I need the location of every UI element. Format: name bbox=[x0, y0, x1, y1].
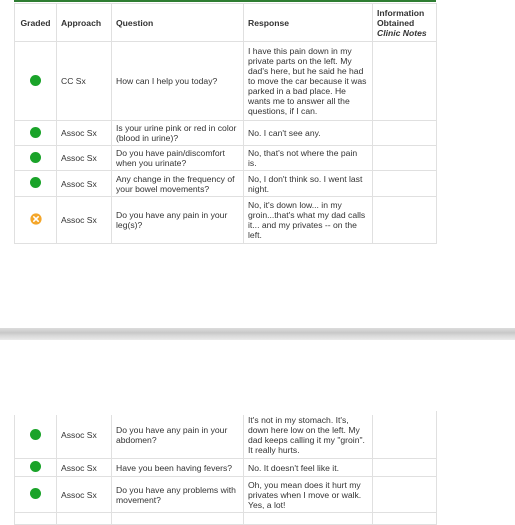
question-cell: Any change in the frequency of your bowel movements? bbox=[112, 171, 244, 197]
interview-table bbox=[14, 3, 437, 244]
table-row bbox=[15, 197, 437, 244]
table-header-row bbox=[15, 4, 437, 42]
correct-icon bbox=[30, 461, 41, 472]
table-row bbox=[15, 146, 437, 171]
approach-cell: Assoc Sx bbox=[57, 477, 112, 513]
correct-icon bbox=[30, 429, 41, 440]
table-row bbox=[15, 121, 437, 146]
table-row bbox=[15, 171, 437, 197]
response-cell: No. I can't see any. bbox=[244, 121, 373, 146]
table-row bbox=[15, 459, 437, 477]
graded-cell bbox=[15, 171, 57, 197]
column-header-question: Question bbox=[112, 4, 244, 42]
correct-icon bbox=[30, 177, 41, 188]
scroll-clip-edge bbox=[14, 409, 436, 415]
approach-cell: Assoc Sx bbox=[57, 459, 112, 477]
info-cell[interactable] bbox=[373, 121, 437, 146]
info-cell[interactable] bbox=[373, 459, 437, 477]
info-header-italic: Clinic Notes bbox=[377, 27, 427, 38]
graded-cell bbox=[15, 477, 57, 513]
response-cell: No, I don't think so. I went last night. bbox=[244, 171, 373, 197]
graded-cell bbox=[15, 513, 57, 525]
column-header-information-obtained bbox=[373, 4, 437, 42]
table-row bbox=[15, 477, 437, 513]
info-header-label: Information Obtained bbox=[377, 7, 425, 28]
question-cell: Do you have any pain in your abdomen? bbox=[112, 412, 244, 459]
table-row bbox=[15, 42, 437, 121]
table-row bbox=[15, 513, 437, 525]
approach-cell: Assoc Sx bbox=[57, 412, 112, 459]
approach-cell: Assoc Sx bbox=[57, 197, 112, 244]
question-cell bbox=[112, 513, 244, 525]
correct-icon bbox=[30, 488, 41, 499]
column-header-graded: Graded bbox=[15, 4, 57, 42]
incorrect-icon bbox=[30, 213, 42, 225]
response-cell: No, it's down low... in my groin...that's what my dad calls it... and my privates -- on the left. bbox=[244, 197, 373, 244]
graded-cell bbox=[15, 42, 57, 121]
info-cell[interactable] bbox=[373, 477, 437, 513]
info-cell[interactable] bbox=[373, 146, 437, 171]
question-cell: Is your urine pink or red in color (blood in urine)? bbox=[112, 121, 244, 146]
correct-icon bbox=[30, 127, 41, 138]
graded-cell bbox=[15, 197, 57, 244]
graded-cell bbox=[15, 412, 57, 459]
approach-cell: CC Sx bbox=[57, 42, 112, 121]
response-cell: It's not in my stomach. It's, down here low on the left. My dad keeps calling it my "groin". It really hurts. bbox=[244, 412, 373, 459]
response-cell: I have this pain down in my private parts on the left. My dad's here, but he said he had to move the car because it was parked in a bad place. He wants me to answer all the questions, if I can. bbox=[244, 42, 373, 121]
info-cell[interactable] bbox=[373, 412, 437, 459]
graded-cell bbox=[15, 121, 57, 146]
approach-cell bbox=[57, 513, 112, 525]
approach-cell: Assoc Sx bbox=[57, 171, 112, 197]
approach-cell: Assoc Sx bbox=[57, 121, 112, 146]
info-cell[interactable] bbox=[373, 513, 437, 525]
response-cell: Oh, you mean does it hurt my privates when I move or walk. Yes, a lot! bbox=[244, 477, 373, 513]
panel-divider bbox=[0, 328, 515, 340]
info-cell[interactable] bbox=[373, 171, 437, 197]
question-cell: Have you been having fevers? bbox=[112, 459, 244, 477]
column-header-approach: Approach bbox=[57, 4, 112, 42]
info-cell[interactable] bbox=[373, 42, 437, 121]
graded-cell bbox=[15, 459, 57, 477]
question-cell: Do you have pain/discomfort when you urinate? bbox=[112, 146, 244, 171]
question-cell: Do you have any pain in your leg(s)? bbox=[112, 197, 244, 244]
interview-table-continued bbox=[14, 411, 437, 525]
column-header-response: Response bbox=[244, 4, 373, 42]
correct-icon bbox=[30, 75, 41, 86]
graded-cell bbox=[15, 146, 57, 171]
header-accent-line bbox=[14, 0, 436, 2]
question-cell: Do you have any problems with movement? bbox=[112, 477, 244, 513]
info-cell[interactable] bbox=[373, 197, 437, 244]
response-cell bbox=[244, 513, 373, 525]
question-cell: How can I help you today? bbox=[112, 42, 244, 121]
response-cell: No, that's not where the pain is. bbox=[244, 146, 373, 171]
table-row bbox=[15, 412, 437, 459]
response-cell: No. It doesn't feel like it. bbox=[244, 459, 373, 477]
correct-icon bbox=[30, 152, 41, 163]
approach-cell: Assoc Sx bbox=[57, 146, 112, 171]
